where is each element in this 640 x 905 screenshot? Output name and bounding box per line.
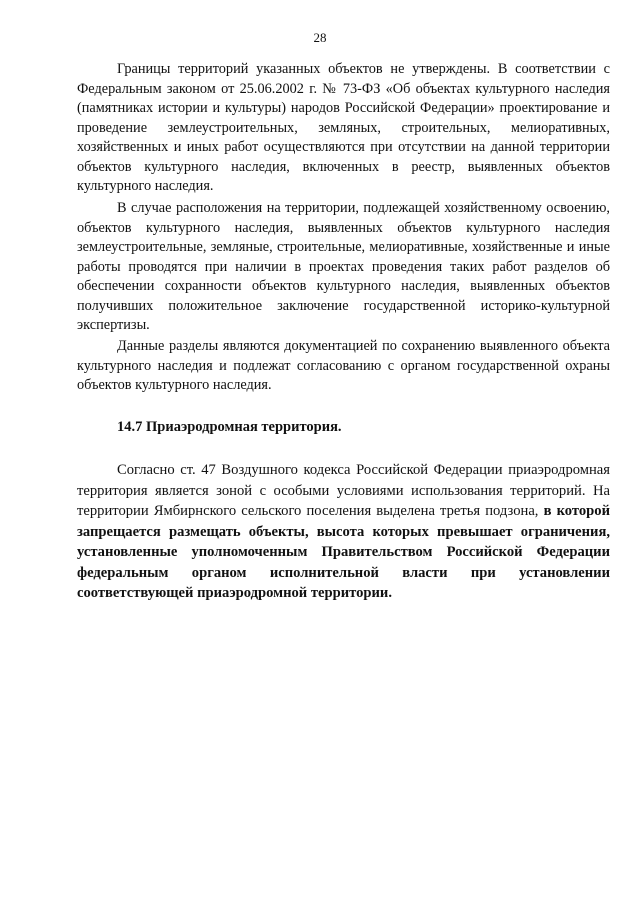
aerodrome-text-start: Согласно ст. 47 Воздушного кодекса Российской Федерации приаэродромная территория является зоной с особыми условиями использования территорий. На территории Ямбирнского сельского поселения выделена третья подзона, [77, 462, 610, 519]
aerodrome-restriction-emphasis: в которой запрещается размещать объекты, высота которых превышает ограничения, установленные уполномоченным Правительством Российской Федерации федеральным органом исполнительной власти при установлении соответствующей приаэродромной территории. [77, 503, 610, 601]
paragraph-aerodrome-territory [77, 460, 610, 604]
section-heading: 14.7 Приаэродромная территория. [117, 419, 342, 435]
paragraph-economic-development: В случае расположения на территории, подлежащей хозяйственному освоению, объектов культурного наследия, выявленных объектов культурного наследия землеустроительные, земляные, строительные, мелиоративные, хозяйственные и иные работы проводятся при наличии в проектах проведения таких работ разделов об обеспечении сохранности объектов культурного наследия, выявленных объектов получивших положительное заключение государственной историко-культурной экспертизы. [77, 200, 610, 333]
paragraph-documentation-approval: Данные разделы являются документацией по сохранению выявленного объекта культурного наследия и подлежат согласованию с органом государственной охраны объектов культурного наследия. [77, 338, 610, 393]
page-number: 28 [313, 30, 327, 45]
paragraph-cultural-heritage-boundaries: Границы территорий указанных объектов не утверждены. В соответствии с Федеральным законом от 25.06.2002 г. № 73-ФЗ «Об объектах культурного наследия (памятниках истории и культуры) народов Российской Федерации» проектирование и проведение землеустроительных, земляных, строительных, мелиоративных, хозяйственных и иных работ осуществляются при отсутствии на данной территории объектов культурного наследия, включенных в реестр, выявленных объектов культурного наследия. [77, 61, 610, 194]
